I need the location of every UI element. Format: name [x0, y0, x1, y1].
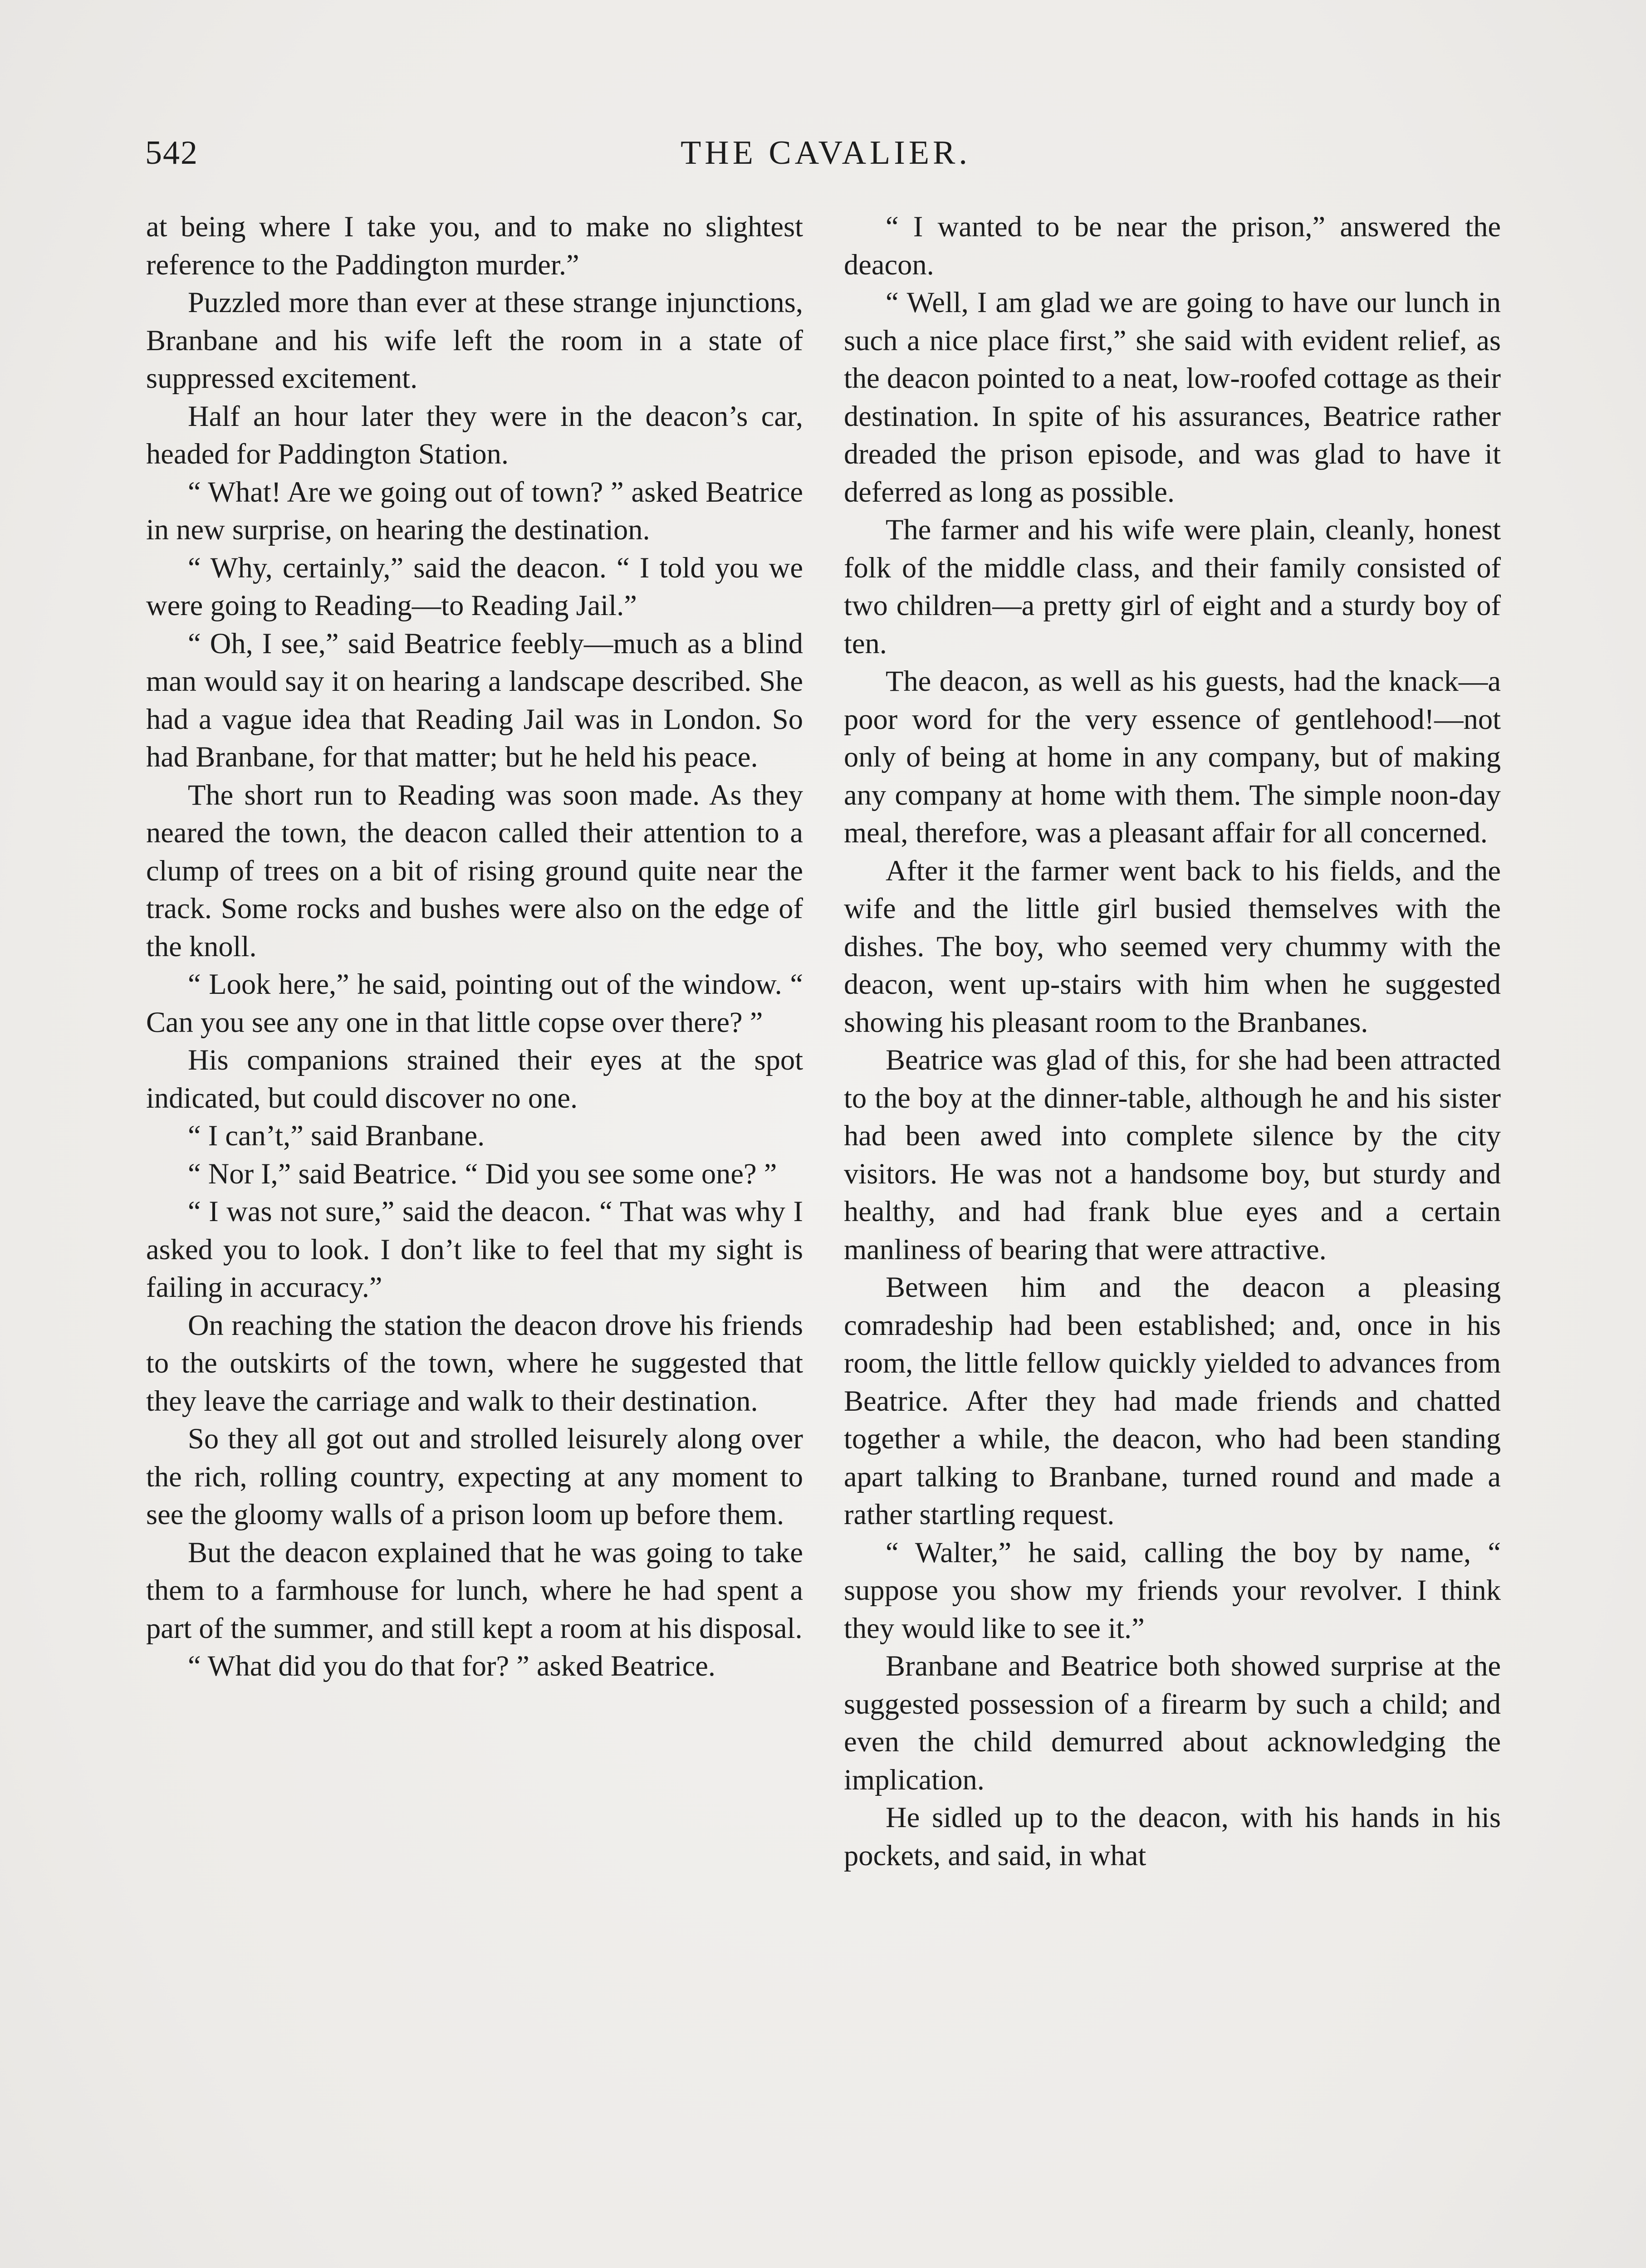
paragraph: The short run to Reading was soon made. As they neared the town, the deacon called their attention to a clump of trees on a bit of rising ground quite near the track. Some rocks and bushes were also on the edge of the knoll.: [146, 778, 803, 963]
paragraph: His companions strained their eyes at the spot indicated, but could discover no one.: [146, 1044, 803, 1114]
text-column-right: [844, 208, 1501, 1874]
paragraph: “ Nor I,” said Beatrice. “ Did you see some one? ”: [188, 1157, 777, 1190]
paragraph: Half an hour later they were in the deacon’s car, headed for Paddington Station.: [146, 400, 803, 470]
paragraph: “ I can’t,” said Branbane.: [188, 1119, 485, 1152]
paragraph: The deacon, as well as his guests, had the knack—a poor word for the very essence of gentlehood!—not only of being at home in any company, but of making any company at home with them. The simple noon-day meal, therefore, was a pleasant affair for all concerned.: [844, 665, 1501, 849]
running-head: [145, 128, 1506, 182]
paragraph: at being where I take you, and to make no slightest reference to the Paddington murder.”: [146, 210, 803, 281]
paragraph: “ Well, I am glad we are going to have our lunch in such a nice place first,” she said with evident relief, as the deacon pointed to a neat, low-roofed cottage as their destination. In spite of his assurances, Beatrice rather dreaded the prison episode, and was glad to have it deferred as long as possible.: [844, 286, 1501, 508]
paragraph: So they all got out and strolled leisurely along over the rich, rolling country, expecting at any moment to see the gloomy walls of a prison loom up before them.: [146, 1422, 803, 1530]
paragraph: Branbane and Beatrice both showed surprise at the suggested possession of a firearm by such a child; and even the child demurred about acknowledging the implication.: [844, 1650, 1501, 1796]
paragraph: “ Why, certainly,” said the deacon. “ I told you we were going to Reading—to Reading Jail.”: [146, 551, 803, 621]
text-column-left: [146, 208, 803, 1685]
magazine-title: THE CAVALIER.: [681, 134, 971, 171]
paragraph: “ What! Are we going out of town? ” asked Beatrice in new surprise, on hearing the destination.: [146, 475, 803, 546]
page-number: 542: [145, 134, 198, 171]
paragraph: “ What did you do that for? ” asked Beatrice.: [188, 1650, 715, 1682]
paragraph: After it the farmer went back to his fields, and the wife and the little girl busied themselves with the dishes. The boy, who seemed very chummy with the deacon, went up-stairs with him when he suggested showing his pleasant room to the Branbanes.: [844, 854, 1501, 1038]
paragraph: “ I wanted to be near the prison,” answered the deacon.: [844, 210, 1501, 281]
paragraph: But the deacon explained that he was going to take them to a farmhouse for lunch, where he had spent a part of the summer, and still kept a room at his disposal.: [146, 1536, 803, 1644]
paragraph: He sidled up to the deacon, with his hands in his pockets, and said, in what: [844, 1801, 1501, 1872]
paragraph: “ Walter,” he said, calling the boy by name, “ suppose you show my friends your revolver. I think they would like to see it.”: [844, 1536, 1501, 1644]
paragraph: Beatrice was glad of this, for she had been attracted to the boy at the dinner-table, although he and his sister had been awed into complete silence by the city visitors. He was not a handsome boy, but sturdy and healthy, and had frank blue eyes and a certain manliness of bearing that were attractive.: [844, 1044, 1501, 1266]
paragraph: Between him and the deacon a pleasing comradeship had been established; and, once in his room, the little fellow quickly yielded to advances from Beatrice. After they had made friends and chatted together a while, the deacon, who had been standing apart talking to Branbane, turned round and made a rather startling request.: [844, 1271, 1501, 1530]
paragraph: On reaching the station the deacon drove his friends to the outskirts of the town, where he suggested that they leave the carriage and walk to their destination.: [146, 1309, 803, 1417]
paragraph: Puzzled more than ever at these strange injunctions, Branbane and his wife left the room in a state of suppressed excitement.: [146, 286, 803, 394]
paragraph: “ Look here,” he said, pointing out of the window. “ Can you see any one in that little copse over there? ”: [146, 968, 803, 1038]
paragraph: The farmer and his wife were plain, cleanly, honest folk of the middle class, and their family consisted of two children—a pretty girl of eight and a sturdy boy of ten.: [844, 513, 1501, 660]
paragraph: “ Oh, I see,” said Beatrice feebly—much as a blind man would say it on hearing a landscape described. She had a vague idea that Reading Jail was in London. So had Branbane, for that matter; but he held his peace.: [146, 627, 803, 773]
paragraph: “ I was not sure,” said the deacon. “ That was why I asked you to look. I don’t like to feel that my sight is failing in accuracy.”: [146, 1195, 803, 1303]
